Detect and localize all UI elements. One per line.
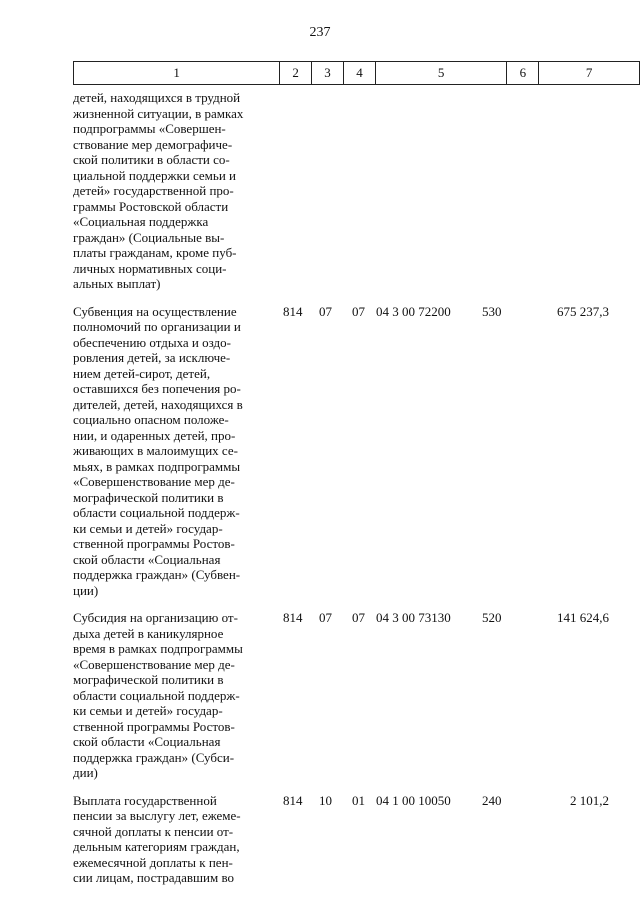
target-article-code: 04 1 00 10050 [376,792,451,808]
row-description: Выплата государственной пенсии за выслугу лет, ежеме- сячной доплаты к пенсии от- дельным категориям граждан, ежемесячной доплаты к пен- сии лицам, пострадавшим во [73,792,241,885]
column-header-5: 5 [375,62,507,85]
row-description: Субвенция на осуществление полномочий по организации и обеспечению отдыха и оздо- ровления детей, за исключе- нием детей-сирот, детей, оставшихся без попечения ро- дителей, детей, находящихся в социально опасном положе- нии, и одаренных детей, про- живающих в малоимущих се- мьях, в рамках подпрограммы «Совершенствование мер де- мографической политики в области социальной поддерж- ки семьи и детей» государ- ственной программы Ростов- ской области «Социальная поддержка граждан» (Субвен- ции) [73,303,243,598]
column-header-table [73,61,640,85]
target-article-code: 04 3 00 72200 [376,303,451,319]
column-header-2: 2 [280,62,312,85]
subsection-code: 01 [352,792,365,808]
expense-type-code: 520 [482,610,502,625]
table-row [73,304,613,599]
table-row [73,90,613,292]
subsection-code: 07 [352,303,365,319]
section-code: 10 [319,792,332,808]
subsection-code: 07 [352,610,365,625]
row-description: Субсидия на организацию от- дыха детей в каникулярное время в рамках подпрограммы «Совершенствование мер де- мографической политики в области социальной поддерж- ки семьи и детей» государ- ственной программы Ростов- ской области «Социальная поддержка граждан» (Субси- дии) [73,610,243,780]
column-header-1: 1 [74,62,280,85]
expense-type-code: 240 [482,792,502,808]
row-description: детей, находящихся в трудной жизненной ситуации, в рамках подпрограммы «Совершен- ствование мер демографиче- ской политики в области со- циальной поддержки семьи и детей» государственной про- граммы Ростовской области «Социальная поддержка граждан» (Социальные вы- платы гражданам, кроме пуб- личных нормативных соци- альных выплат) [73,90,244,291]
column-number-row [74,62,640,85]
column-header-3: 3 [312,62,344,85]
amount-value: 2 101,2 [570,792,609,808]
ministry-code: 814 [283,792,303,808]
column-header-7: 7 [539,62,640,85]
table-row [73,793,613,886]
column-header-4: 4 [344,62,376,85]
expense-type-code: 530 [482,303,502,319]
target-article-code: 04 3 00 73130 [376,610,451,625]
table-row [73,610,613,781]
page-number: 237 [309,25,331,40]
ministry-code: 814 [283,303,303,319]
amount-value: 141 624,6 [557,610,609,625]
section-code: 07 [319,610,332,625]
amount-value: 675 237,3 [557,303,609,319]
budget-table-body [73,90,613,886]
section-code: 07 [319,303,332,319]
ministry-code: 814 [283,610,303,625]
column-header-6: 6 [507,62,539,85]
